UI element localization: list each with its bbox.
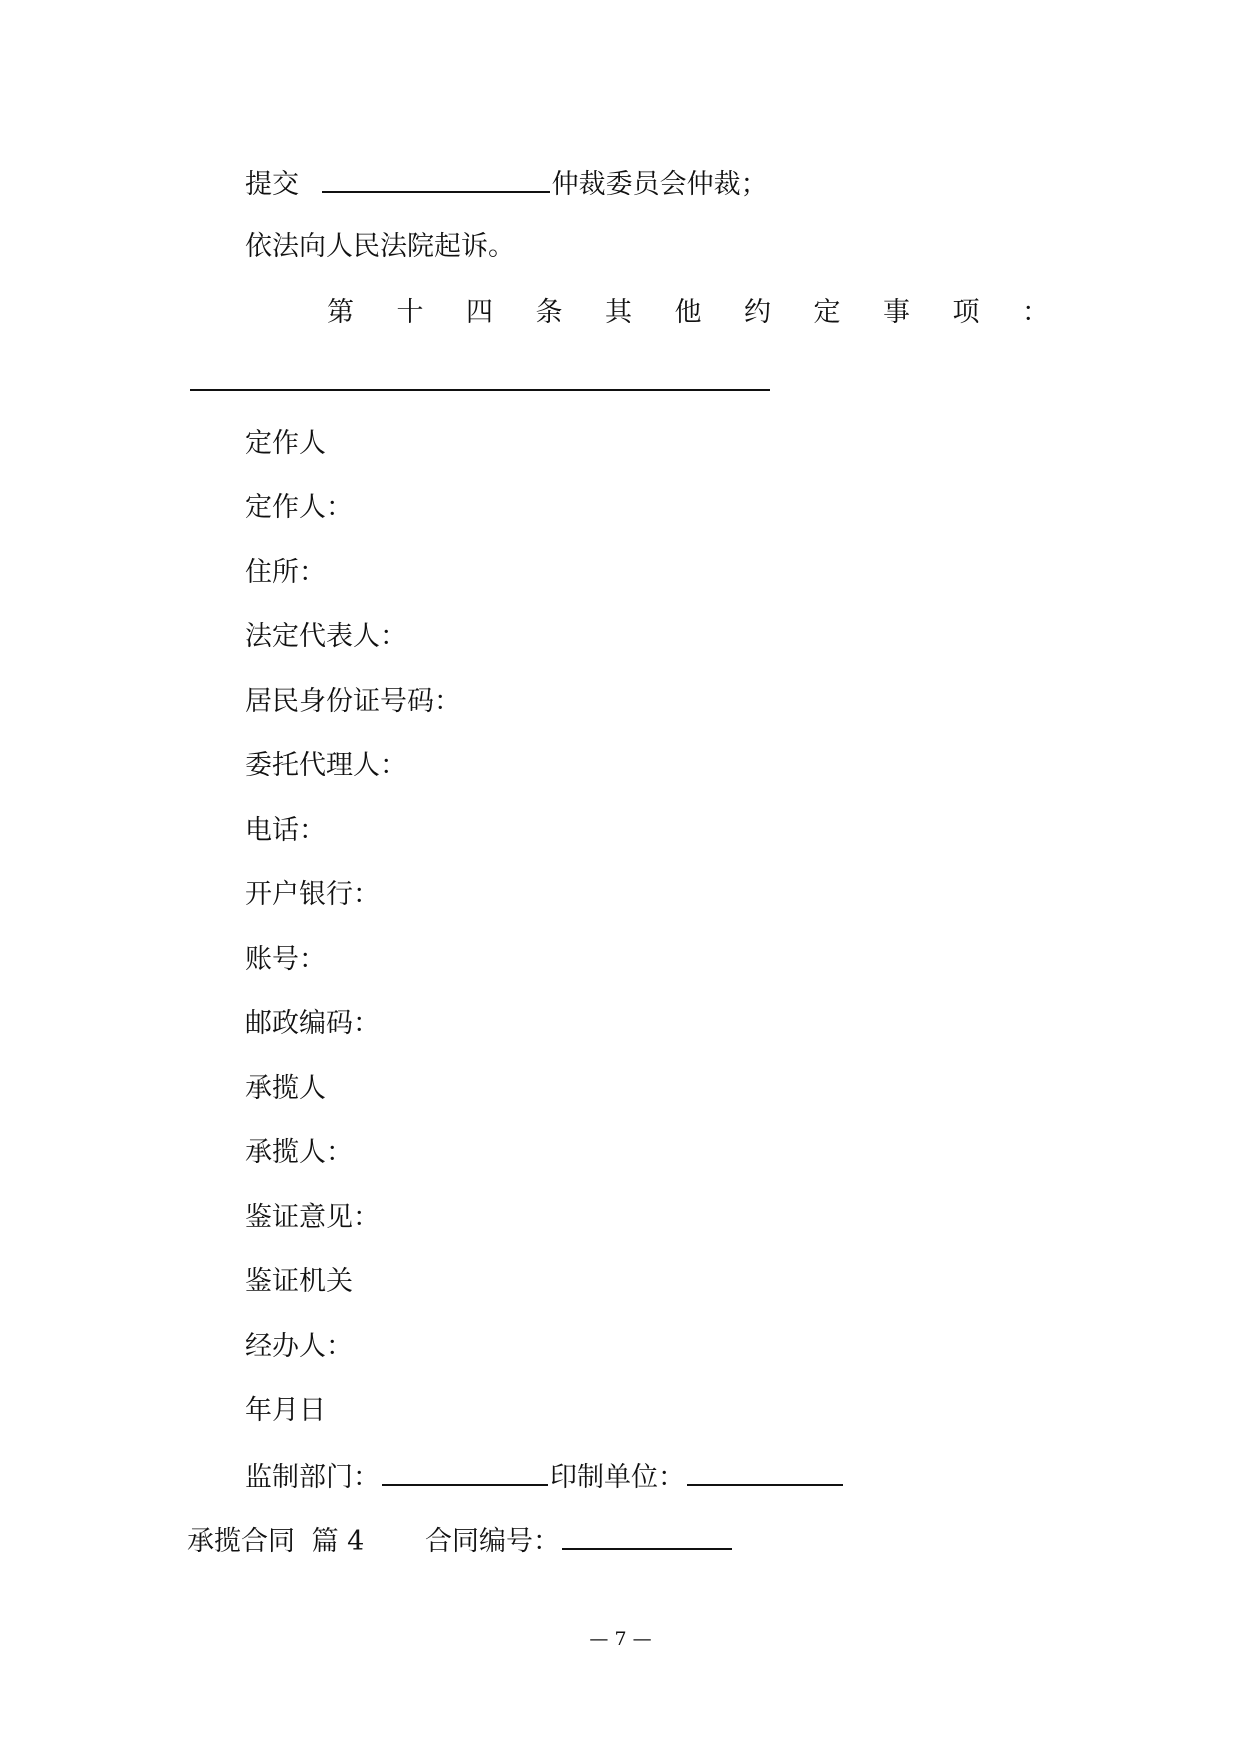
printer-label: 印制单位：	[550, 1462, 685, 1493]
article-char: 他	[674, 297, 702, 328]
party-a-id-number-label: 居民身份证号码：	[245, 686, 461, 717]
article-14-heading	[327, 293, 1049, 333]
party-b-name-label: 承揽人：	[245, 1137, 353, 1168]
arbitration-line	[245, 163, 768, 205]
party-a-postcode-label: 邮政编码：	[245, 1008, 380, 1039]
party-a-name-label: 定作人：	[245, 492, 353, 523]
article-char: 十	[396, 297, 424, 328]
article-char: 事	[883, 297, 910, 328]
party-a-bank-label: 开户银行：	[245, 879, 380, 910]
printer-blank	[687, 1456, 843, 1486]
party-a-phone-label: 电话：	[245, 815, 326, 846]
article-char: ：	[1022, 297, 1049, 328]
print-info-line	[245, 1456, 845, 1498]
handler-label: 经办人：	[245, 1331, 353, 1362]
other-matters-blank-line	[190, 389, 770, 391]
date-label: 年月日	[245, 1395, 326, 1426]
article-char: 第	[327, 297, 354, 328]
arbitration-committee-blank	[322, 163, 550, 193]
article-char: 约	[744, 297, 771, 328]
contract-number-label: 合同编号：	[424, 1526, 560, 1557]
page-number: — 7 —	[589, 1628, 652, 1650]
article-char: 条	[535, 297, 563, 328]
party-a-legal-rep-label: 法定代表人：	[245, 621, 407, 652]
party-b-heading: 承揽人	[245, 1073, 326, 1104]
party-a-heading: 定作人	[245, 428, 326, 459]
article-char: 项	[952, 297, 980, 328]
contract-number-blank	[562, 1520, 732, 1550]
supervisor-label: 监制部门：	[245, 1462, 380, 1493]
next-contract-part: 篇 4	[311, 1526, 365, 1557]
court-line: 依法向人民法院起诉。	[245, 231, 515, 262]
article-char: 定	[813, 297, 841, 328]
supervisor-blank	[382, 1456, 548, 1486]
article-char: 其	[605, 297, 632, 328]
verification-authority-label: 鉴证机关	[245, 1266, 353, 1297]
verification-opinion-label: 鉴证意见：	[245, 1202, 380, 1233]
submit-prefix: 提交	[245, 169, 299, 200]
party-a-address-label: 住所：	[245, 557, 326, 588]
submit-suffix: 仲裁委员会仲裁；	[551, 169, 768, 200]
party-a-account-label: 账号：	[245, 944, 326, 975]
party-a-agent-label: 委托代理人：	[245, 750, 407, 781]
article-char: 四	[466, 297, 493, 328]
next-contract-title: 承揽合同	[187, 1526, 295, 1557]
next-contract-line	[187, 1520, 734, 1562]
